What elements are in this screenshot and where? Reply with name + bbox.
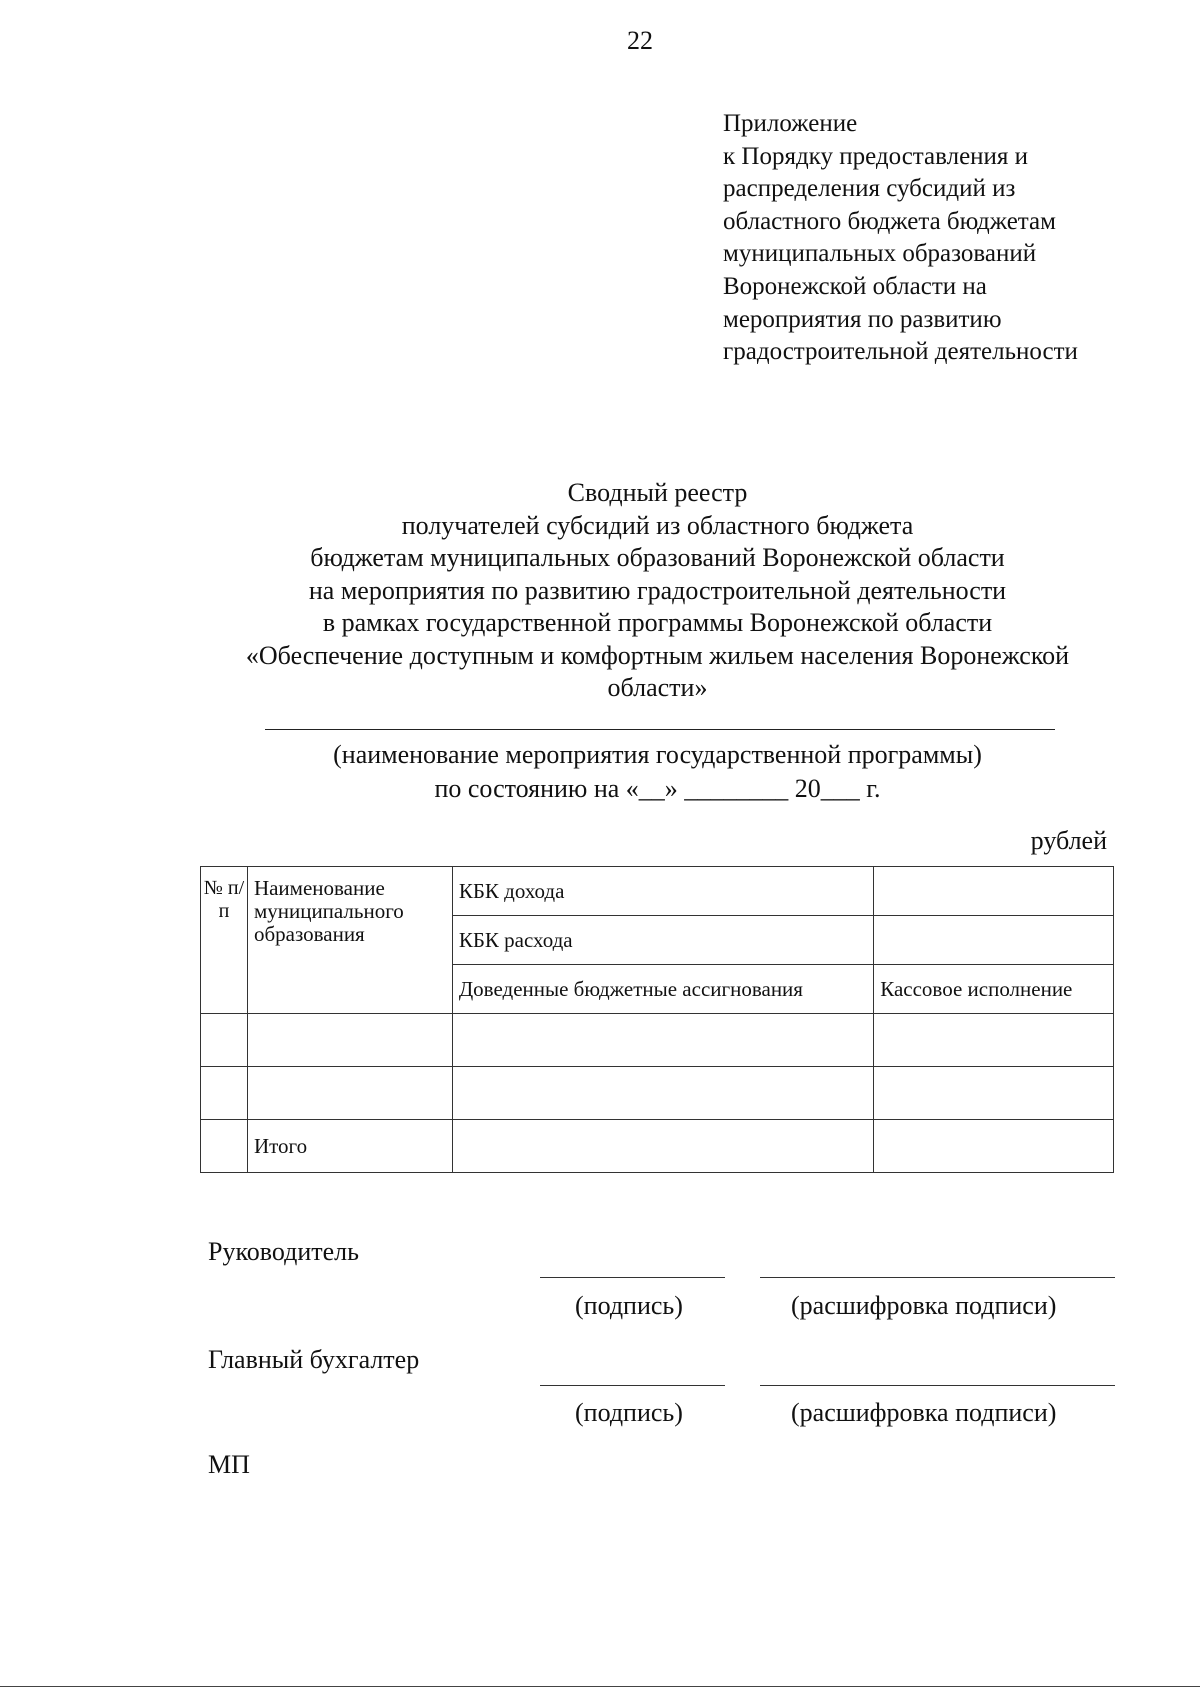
head-decode-line bbox=[760, 1277, 1115, 1278]
table-cell bbox=[247, 1067, 452, 1120]
column-header-municipality: Наименование муниципального образования bbox=[247, 867, 452, 1014]
annex-line: Приложение bbox=[723, 110, 858, 137]
accountant-decode-line bbox=[760, 1385, 1115, 1386]
title-line: области» bbox=[607, 673, 708, 702]
annex-block bbox=[723, 108, 1078, 369]
annex-line: мероприятия по развитию bbox=[723, 305, 1002, 333]
event-name-blank-line bbox=[265, 729, 1055, 730]
stamp-placeholder: МП bbox=[208, 1450, 250, 1479]
table-row bbox=[201, 1067, 1114, 1120]
kbk-income-value bbox=[874, 867, 1114, 916]
table-cell bbox=[452, 1067, 873, 1120]
kbk-expense-value bbox=[874, 916, 1114, 965]
annex-line: градостроительной деятельности bbox=[723, 338, 1078, 366]
table-cell bbox=[874, 1014, 1114, 1067]
table-row bbox=[201, 1014, 1114, 1067]
column-header-number: № п/п bbox=[201, 867, 248, 1014]
annex-line: к Порядку предоставления и bbox=[723, 142, 1029, 170]
table-total-row bbox=[201, 1120, 1114, 1173]
currency-unit: рублей bbox=[1030, 826, 1107, 855]
kbk-income-label: КБК дохода bbox=[452, 867, 873, 916]
table-cell bbox=[452, 1014, 873, 1067]
head-label: Руководитель bbox=[208, 1237, 359, 1266]
annex-line: Воронежской области на bbox=[723, 272, 987, 300]
head-decode-caption: (расшифровка подписи) bbox=[791, 1291, 1057, 1320]
accountant-signature-line bbox=[540, 1385, 725, 1386]
title-line: бюджетам муниципальных образований Воронежской области bbox=[310, 543, 1005, 572]
page-bottom-edge bbox=[0, 1686, 1200, 1687]
table-cell bbox=[201, 1067, 248, 1120]
table-cell bbox=[201, 1014, 248, 1067]
annex-line: областного бюджета бюджетам bbox=[723, 207, 1056, 235]
title-line: получателей субсидий из областного бюджета bbox=[401, 510, 914, 540]
kbk-expense-label: КБК расхода bbox=[452, 916, 873, 965]
title-line: на мероприятия по развитию градостроительной деятельности bbox=[308, 575, 1007, 605]
head-signature-line bbox=[540, 1277, 725, 1278]
accountant-signature-caption: (подпись) bbox=[575, 1398, 683, 1427]
annex-line: распределения субсидий из bbox=[723, 175, 1016, 203]
column-header-assigned: Доведенные бюджетные ассигнования bbox=[452, 965, 873, 1014]
event-name-caption: (наименование мероприятия государственной программы) bbox=[333, 740, 982, 769]
table-cell bbox=[874, 1067, 1114, 1120]
annex-line: муниципальных образований bbox=[723, 240, 1037, 268]
total-assigned-cell bbox=[452, 1120, 873, 1173]
table-cell bbox=[201, 1120, 248, 1173]
head-signature-caption: (подпись) bbox=[575, 1291, 683, 1320]
accountant-decode-caption: (расшифровка подписи) bbox=[791, 1398, 1057, 1427]
table-cell bbox=[247, 1014, 452, 1067]
title-line: «Обеспечение доступным и комфортным жильем населения Воронежской bbox=[245, 640, 1070, 670]
total-cash-cell bbox=[874, 1120, 1114, 1173]
registry-table bbox=[200, 866, 1114, 1173]
column-header-cash: Кассовое исполнение bbox=[874, 965, 1114, 1014]
page-number: 22 bbox=[627, 26, 653, 55]
document-title bbox=[150, 477, 1165, 705]
as-of-date-line: по состоянию на «__» ________ 20___ г. bbox=[434, 774, 881, 803]
title-line: в рамках государственной программы Воронежской области bbox=[322, 608, 993, 637]
title-line: Сводный реестр bbox=[567, 478, 748, 507]
total-label: Итого bbox=[247, 1120, 452, 1173]
accountant-label: Главный бухгалтер bbox=[208, 1345, 420, 1374]
table-header-row bbox=[201, 867, 1114, 916]
